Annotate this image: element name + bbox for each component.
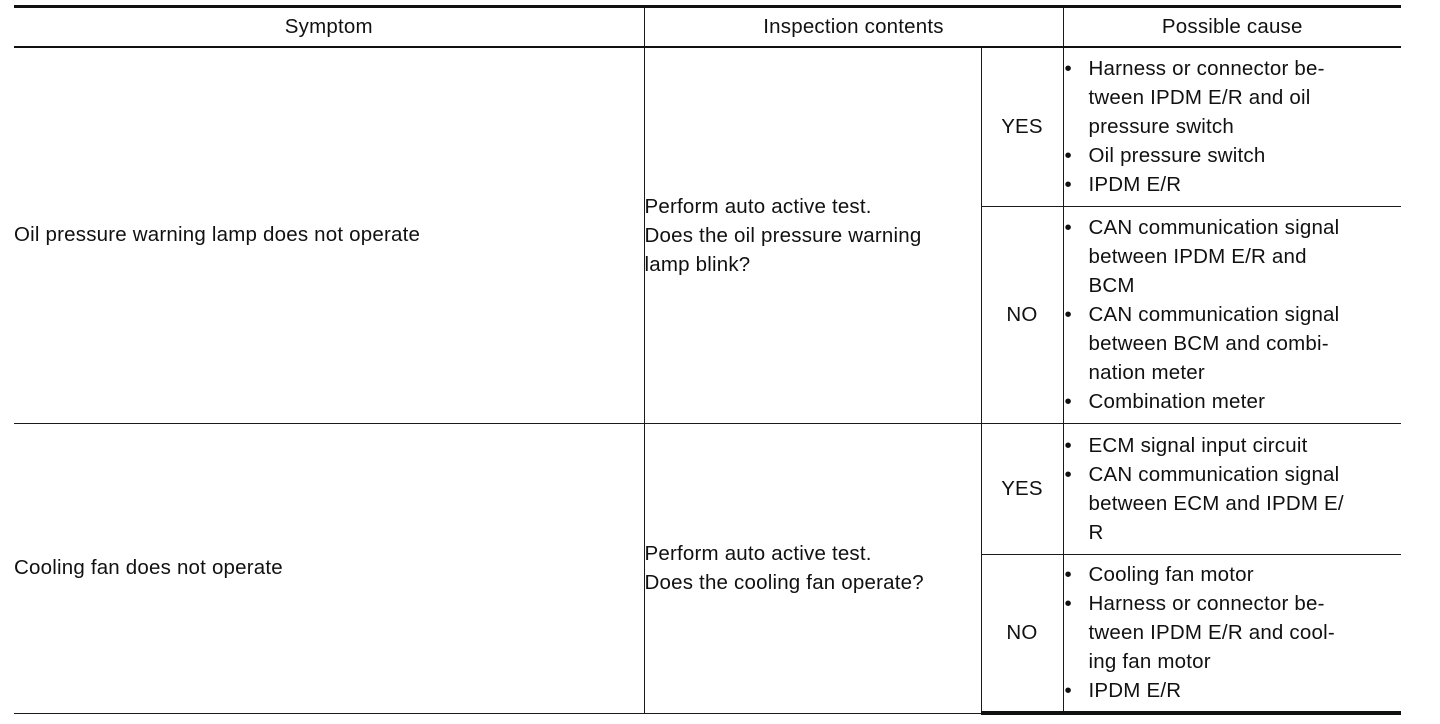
header-inspection-contents: Inspection contents	[644, 7, 1063, 48]
cause-text: • Cooling fan motor	[1088, 563, 1254, 587]
cause-list	[1064, 213, 1402, 416]
cause-text: pressure switch	[1088, 115, 1234, 139]
symptom-cell: Oil pressure warning lamp does not operate	[14, 47, 644, 423]
cause-cell	[1063, 423, 1401, 554]
no-label: NO	[981, 206, 1063, 423]
cause-text: • CAN communication signal	[1088, 303, 1340, 326]
cause-text: R	[1088, 520, 1104, 544]
inspection-line: Does the oil pressure warning	[644, 223, 922, 247]
inspection-cell	[644, 423, 981, 713]
yes-label: YES	[981, 423, 1063, 554]
cause-cell	[1063, 206, 1401, 423]
table-row	[14, 47, 1401, 206]
cause-text: • ECM signal input circuit	[1088, 433, 1308, 457]
list-item	[1064, 141, 1402, 170]
cause-list	[1064, 54, 1402, 199]
cause-text: between IPDM E/R and	[1088, 245, 1307, 268]
cause-text: • Combination meter	[1088, 390, 1266, 413]
header-row	[14, 7, 1401, 48]
cause-text: • CAN communication signal	[1088, 462, 1340, 486]
cause-text: tween IPDM E/R and oil	[1088, 86, 1311, 110]
inspection-line: lamp blink?	[644, 252, 751, 276]
inspection-line: Perform auto active test.	[644, 542, 872, 565]
list-item	[1064, 431, 1402, 460]
header-possible-cause: Possible cause	[1063, 7, 1401, 48]
list-item	[1064, 460, 1402, 547]
list-item	[1064, 300, 1402, 387]
cause-text: • CAN communication signal	[1088, 216, 1340, 239]
cause-text: • IPDM E/R	[1088, 679, 1182, 703]
diagnosis-table	[14, 5, 1401, 715]
cause-text: • Oil pressure switch	[1088, 144, 1266, 168]
list-item	[1064, 54, 1402, 141]
cause-text: • IPDM E/R	[1088, 173, 1182, 197]
cause-list	[1064, 431, 1402, 547]
cause-list	[1064, 560, 1402, 705]
cause-text: tween IPDM E/R and cool-	[1088, 621, 1335, 645]
header-symptom: Symptom	[14, 7, 644, 48]
cause-text: • Harness or connector be-	[1088, 57, 1325, 81]
inspection-cell	[644, 47, 981, 423]
symptom-cell: Cooling fan does not operate	[14, 423, 644, 713]
list-item	[1064, 213, 1402, 300]
cause-cell	[1063, 47, 1401, 206]
list-item	[1064, 387, 1402, 416]
list-item	[1064, 676, 1402, 705]
inspection-line: Does the cooling fan operate?	[644, 571, 924, 594]
inspection-line: Perform auto active test.	[644, 194, 872, 218]
cause-text: between BCM and combi-	[1088, 332, 1329, 355]
cause-text: BCM	[1088, 274, 1135, 297]
cause-text: nation meter	[1088, 361, 1205, 384]
table-row	[14, 423, 1401, 554]
cause-text: ing fan motor	[1088, 650, 1211, 674]
cause-text: • Harness or connector be-	[1088, 592, 1325, 616]
yes-label: YES	[981, 47, 1063, 206]
list-item	[1064, 589, 1402, 676]
list-item	[1064, 170, 1402, 199]
no-label: NO	[981, 554, 1063, 713]
cause-text: between ECM and IPDM E/	[1088, 491, 1344, 515]
list-item	[1064, 560, 1402, 589]
cause-cell	[1063, 554, 1401, 713]
